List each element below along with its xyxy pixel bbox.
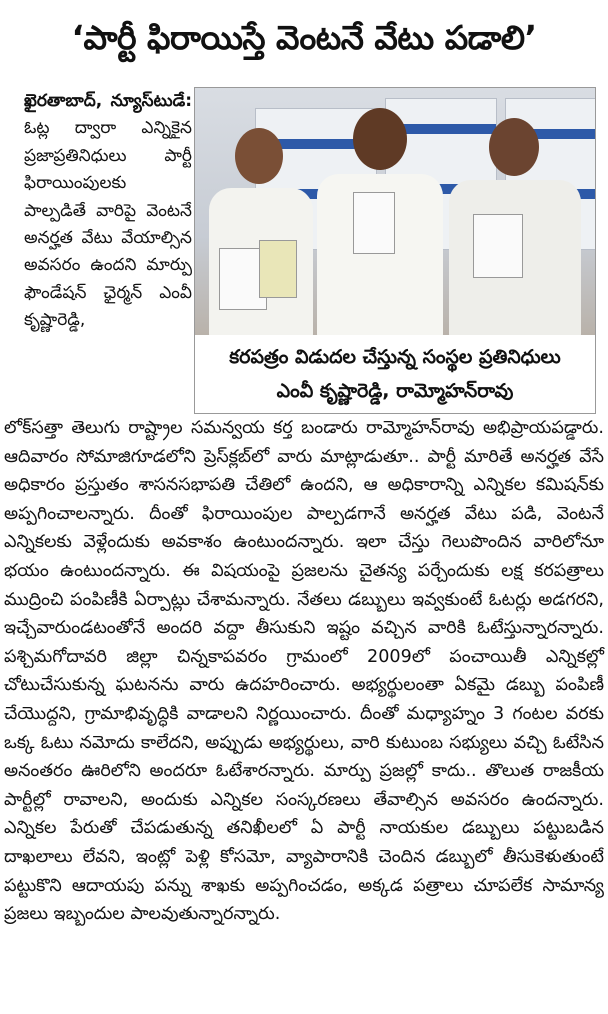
headline: ‘పార్టీ ఫిరాయిస్తే వెంటనే వేటు పడాలి’ — [71, 18, 537, 57]
person-left — [205, 128, 315, 335]
pamphlet — [353, 192, 395, 254]
article-body: లోక్‌సత్తా తెలుగు రాష్ట్రాల సమన్వయ కర్త బండారు రామ్మోహన్‌రావు అభిప్రాయపడ్డారు. ఆదివారం సోమాజిగూడలోని ప్రెస్‌క్లబ్‌లో వారు మాట్లాడుతూ.. పార్టీ మారితే అనర్హత వేసే అధికారం ప్రస్తుతం శాసనసభాపతి చేతిలో ఉందని, ఆ అధికారాన్ని ఎన్నికల కమిషన్‌కు అప్పగించాలన్నారు. దీంతో ఫిరాయింపుల పాల్పడగానే అనర్హత వేటు పడి, వెంటనే ఎన్నికలకు వెళ్లేందుకు అవకాశం ఉంటుందన్నారు. ఇలా చేస్తు గెలుపొందిన వారిలోనూ భయం ఉంటుందన్నారు. ఈ విషయంపై ప్రజలను చైతన్య పర్చేందుకు లక్ష కరపత్రాలు ముద్రించి పంపిణీకి ఏర్పాట్లు చేశామన్నారు. నేతలు డబ్బులు ఇవ్వకుంటే ఓటర్లు అడగరని, ఇచ్చేవారుండటంతోనే అందరి వద్దా తీసుకుని ఇష్టం వచ్చిన వారికి ఓటేస్తున్నారన్నారు. పశ్చిమగోదావరి జిల్లా చిన్నకాపవరం గ్రామంలో 2009లో పంచాయితీ ఎన్నికల్లో చోటుచేసుకున్న ఘటనను వారు ఉదహరించారు. అభ్యర్థులంతా ఏకమై డబ్బు పంపిణీ చేయొద్దని, గ్రామాభివృద్ధికి వాడాలని నిర్ణయించారు. దీంతో మధ్యాహ్నం 3 గంటల వరకు ఒక్క ఓటు నమోదు కాలేదని, అప్పుడు అభ్యర్థులు, వారి కుటుంబ సభ్యులు వచ్చి ఓటేసిన అనంతరం ఊరిలోని అందరూ ఓటేశారన్నారు. మార్పు ప్రజల్లో కాదు.. తొలుత రాజకీయ పార్టీల్లో రావాలని, అందుకు ఎన్నికల సంస్కరణలు తేవాల్సిన అవసరం ఉందన్నారు. ఎన్నికల పేరుతో చేపడుతున్న తనిఖీలలో ఏ పార్టీ నాయకుల డబ్బులు పట్టుబడిన దాఖలాలు లేవని, ఇంట్లో పెళ్లి కోసమో, వ్యాపారానికి చెందిన డబ్బులో తీసుకెళుతుంటే పట్టుకొని ఆదాయపు పన్ను శాఖకు అప్పగించడం, అక్కడ పత్రాలు చూపలేక సామాన్య ప్రజలు ఇబ్బందుల పాలవుతున్నారన్నారు. — [4, 418, 604, 925]
article-column-text — [24, 88, 192, 335]
pamphlet — [473, 214, 523, 278]
person-right — [445, 118, 585, 335]
pamphlet — [259, 240, 297, 298]
press-photo — [195, 88, 595, 335]
person-center — [313, 108, 447, 335]
photo-caption — [195, 340, 595, 412]
caption-line-2: ఎంవీ కృష్ణారెడ్డి, రామ్మోహన్‌రావు — [276, 380, 514, 402]
photo-frame — [194, 87, 596, 414]
dateline: ఖైరతాబాద్, న్యూస్‌టుడే: — [24, 91, 192, 111]
caption-line-1: కరపత్రం విడుదల చేస్తున్న సంస్థల ప్రతినిధులు — [229, 346, 561, 368]
article-column-body: ఓట్ల ద్వారా ఎన్నికైన ప్రజాప్రతినిధులు పార్టీ ఫిరాయింపులకు పాల్పడితే వారిపై వెంటనే అనర్హత వేటు వేయాల్సిన అవసరం ఉందని మార్పు ఫౌండేషన్ ఛైర్మన్ ఎంవీ కృష్ణారెడ్డి, — [24, 118, 192, 331]
